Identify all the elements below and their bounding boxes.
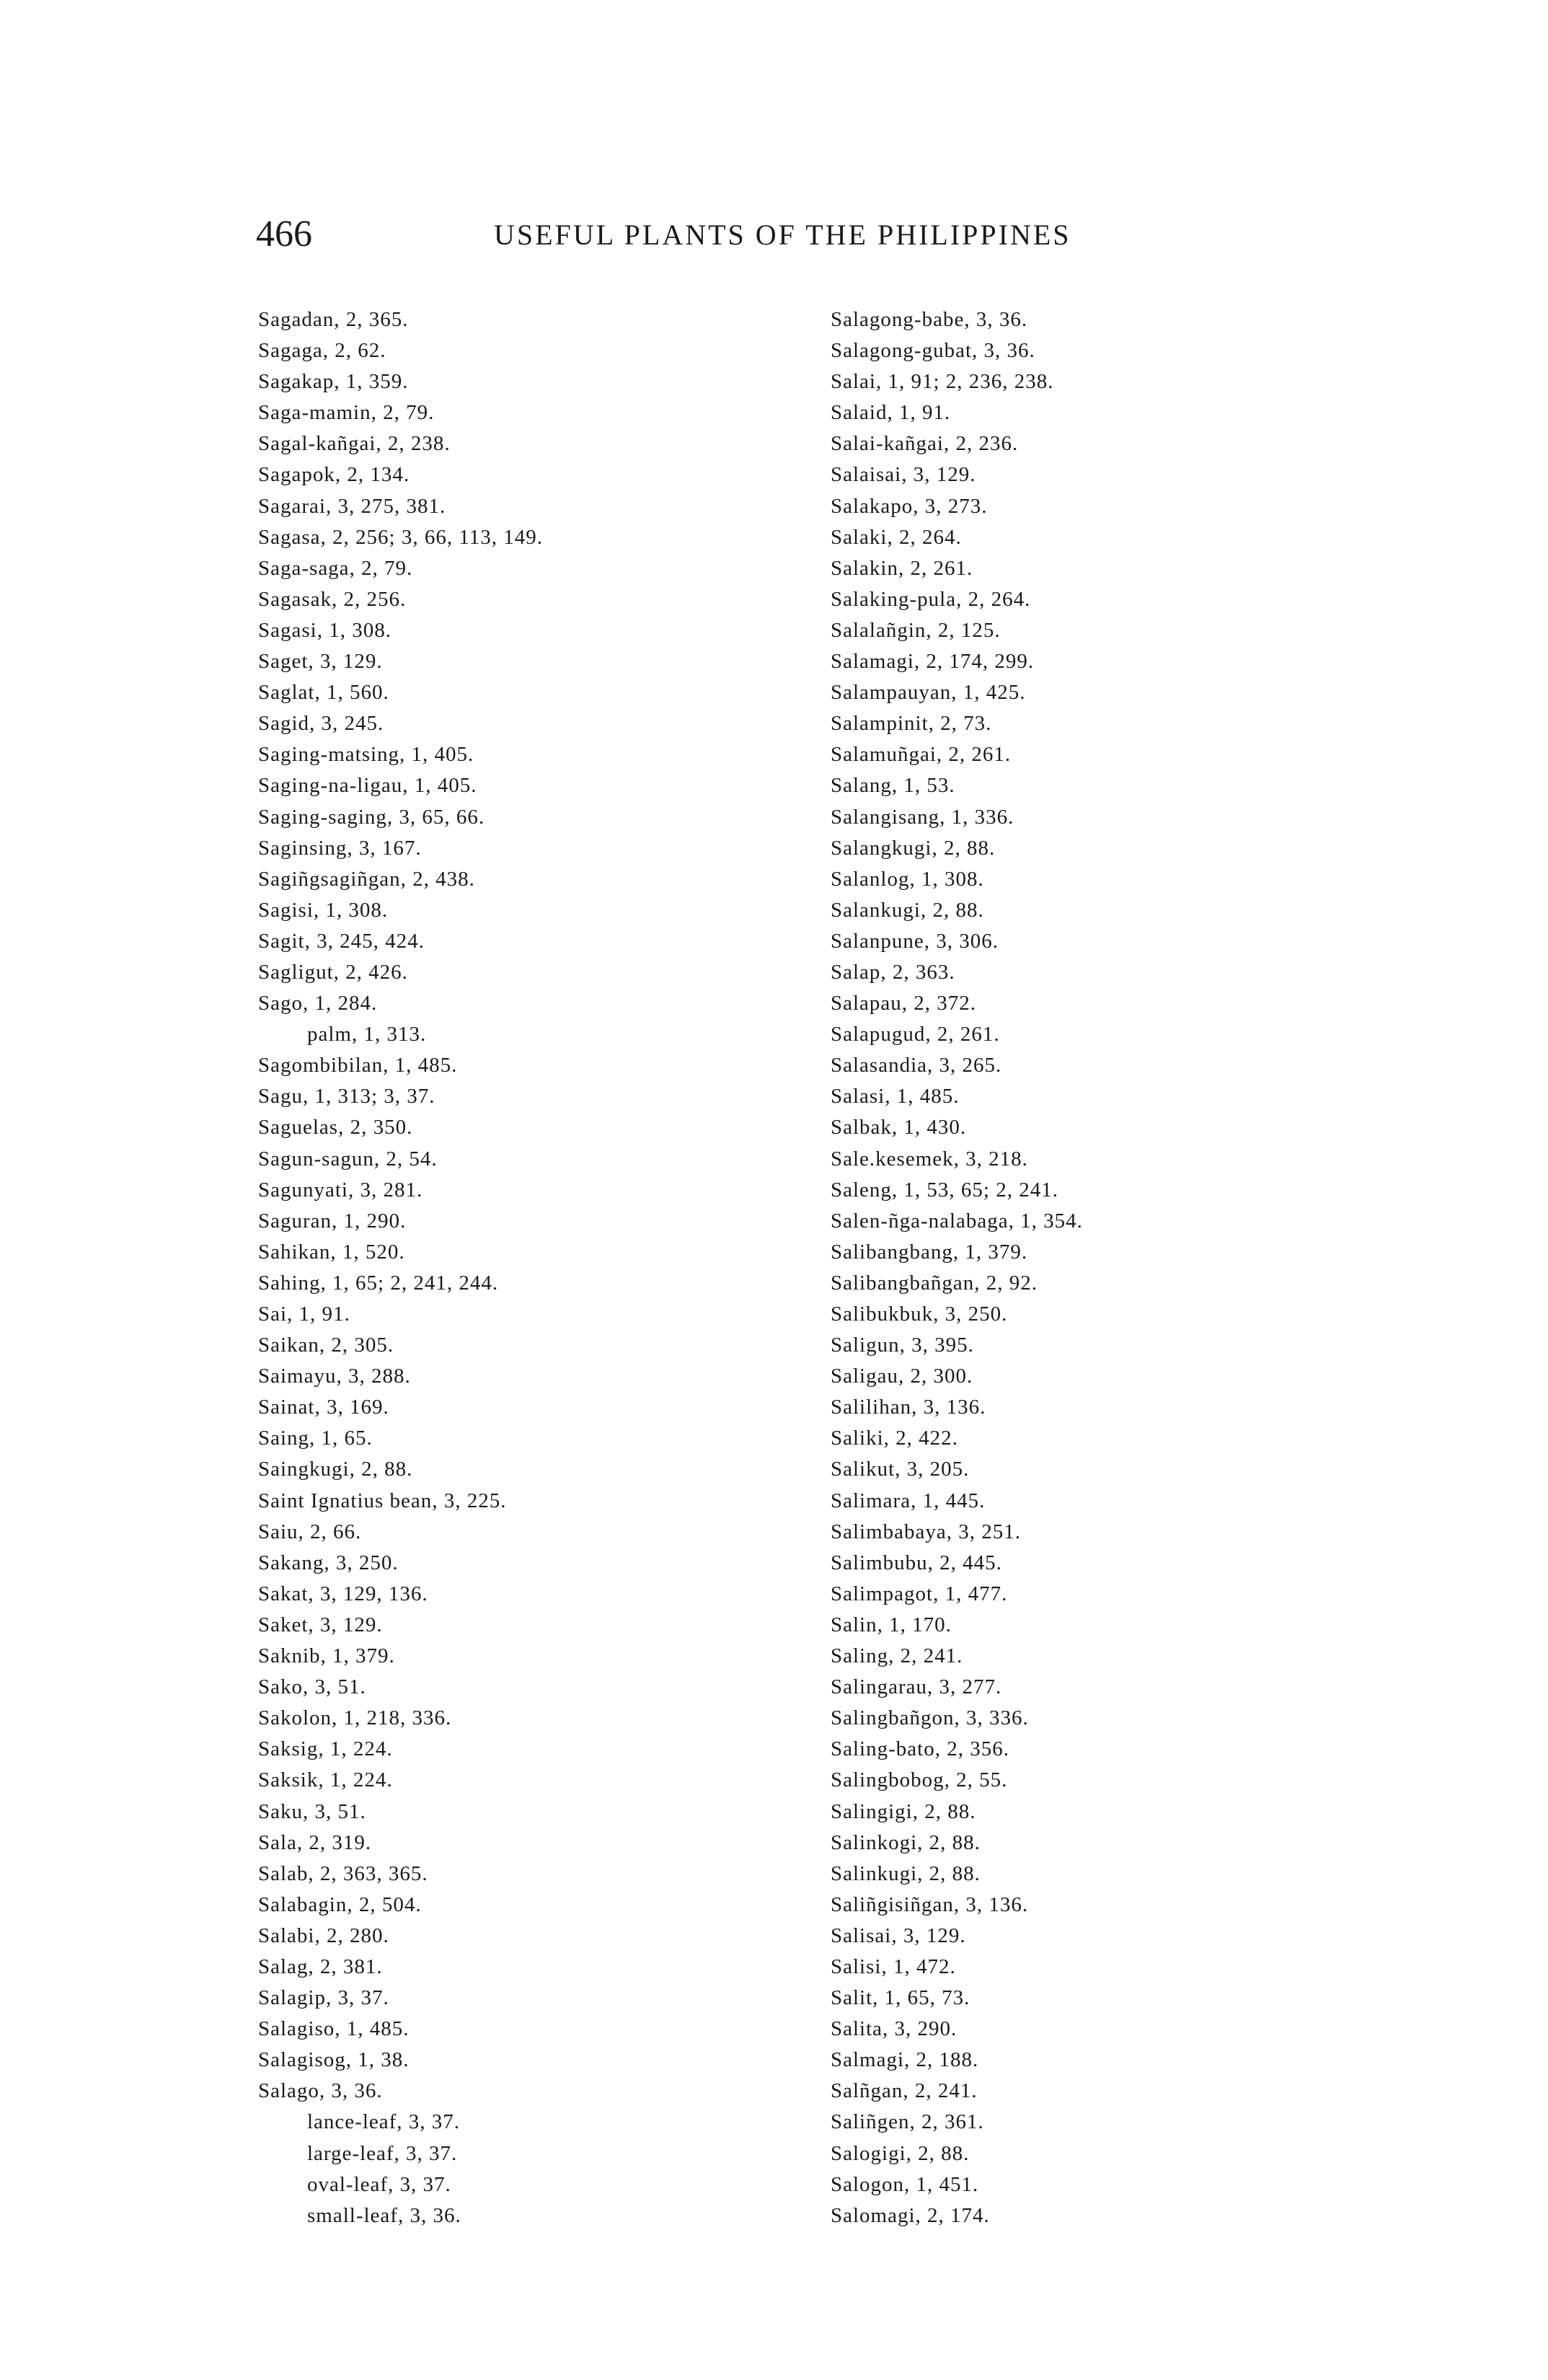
index-entry: Saget, 3, 129. <box>258 650 383 674</box>
index-entry: Sakang, 3, 250. <box>258 1551 399 1574</box>
index-entry: Salanpune, 3, 306. <box>831 929 999 953</box>
page-header <box>256 209 1121 260</box>
index-entry: Saling, 2, 241. <box>831 1644 963 1668</box>
index-entry: Saging-matsing, 1, 405. <box>258 743 474 767</box>
index-entry: Salagong-gubat, 3, 36. <box>831 339 1035 363</box>
index-entry: Salag, 2, 381. <box>258 1954 383 1978</box>
index-entry: Salin, 1, 170. <box>831 1613 952 1636</box>
index-entry: Sagadan, 2, 365. <box>258 308 409 331</box>
index-entry: Saliñgisiñgan, 3, 136. <box>831 1892 1029 1916</box>
index-entry: Salangisang, 1, 336. <box>831 805 1014 829</box>
index-entry: Salalañgin, 2, 125. <box>831 618 1001 642</box>
index-entry: Sakolon, 1, 218, 336. <box>258 1706 452 1730</box>
index-entry: Saginsing, 3, 167. <box>258 836 422 860</box>
index-entry: Salabagin, 2, 504. <box>258 1892 422 1916</box>
index-entry: Sakat, 3, 129, 136. <box>258 1582 428 1605</box>
index-entry: Salang, 1, 53. <box>831 774 955 798</box>
index-entry: Sagakap, 1, 359. <box>258 370 409 394</box>
index-entry: Salagong-babe, 3, 36. <box>831 308 1028 331</box>
index-entry: Salinkogi, 2, 88. <box>831 1830 981 1854</box>
index-entry: Sagasa, 2, 256; 3, 66, 113, 149. <box>258 525 544 549</box>
index-entry: Saksik, 1, 224. <box>258 1768 393 1792</box>
index-entry: Saguelas, 2, 350. <box>258 1116 413 1140</box>
index-entry: Saligun, 3, 395. <box>831 1334 974 1357</box>
index-entry: Salogon, 1, 451. <box>831 2172 979 2196</box>
index-entry: Sagasak, 2, 256. <box>258 587 407 611</box>
index-entry: Salimbabaya, 3, 251. <box>831 1520 1022 1543</box>
index-entry: Salinkugi, 2, 88. <box>831 1861 981 1885</box>
index-entry: Saleng, 1, 53, 65; 2, 241. <box>831 1178 1058 1202</box>
index-entry: Salangkugi, 2, 88. <box>831 836 996 860</box>
index-entry: Salimara, 1, 445. <box>831 1489 986 1512</box>
index-entry: Sagit, 3, 245, 424. <box>258 929 425 953</box>
index-entry: Salingarau, 3, 277. <box>831 1675 1002 1699</box>
index-entry: Saikan, 2, 305. <box>258 1334 394 1357</box>
index-entry: Salai-kañgai, 2, 236. <box>831 432 1019 456</box>
index-entry: Saknib, 1, 379. <box>258 1644 395 1668</box>
index-entry: Saiu, 2, 66. <box>258 1520 362 1543</box>
index-entry: Salingbañgon, 3, 336. <box>831 1706 1029 1730</box>
page-number: 466 <box>256 213 312 255</box>
index-entry: Saliki, 2, 422. <box>831 1427 958 1450</box>
index-entry: Saging-na-ligau, 1, 405. <box>258 774 477 798</box>
index-entry: Salen-ñga-nalabaga, 1, 354. <box>831 1209 1083 1233</box>
index-entry: Sagaga, 2, 62. <box>258 339 386 363</box>
index-entry: Saliñgen, 2, 361. <box>831 2110 984 2134</box>
index-entry: Sagarai, 3, 275, 381. <box>258 494 446 518</box>
index-subentry: lance-leaf, 3, 37. <box>307 2110 461 2134</box>
index-entry: Salasandia, 3, 265. <box>831 1054 1002 1077</box>
index-entry: Salñgan, 2, 241. <box>831 2079 978 2103</box>
index-entry: Sagligut, 2, 426. <box>258 960 408 984</box>
index-entry: Saguran, 1, 290. <box>258 1209 407 1233</box>
index-entry: Salampinit, 2, 73. <box>831 712 992 736</box>
index-entry: Salanlog, 1, 308. <box>831 867 984 891</box>
index-entry: Saligau, 2, 300. <box>831 1365 973 1388</box>
index-entry: Sale.kesemek, 3, 218. <box>831 1147 1028 1171</box>
index-entry: Salago, 3, 36. <box>258 2079 383 2103</box>
index-entry: Salagiso, 1, 485. <box>258 2017 410 2041</box>
index-entry: Sago, 1, 284. <box>258 992 378 1015</box>
index-entry: Sahikan, 1, 520. <box>258 1240 405 1264</box>
index-entry: Salisai, 3, 129. <box>831 1923 966 1947</box>
index-entry: Salingigi, 2, 88. <box>831 1799 976 1823</box>
index-column-right <box>831 304 1350 2231</box>
index-column-left <box>258 304 763 2231</box>
index-entry: Salamuñgai, 2, 261. <box>831 743 1012 767</box>
index-entry: Salbak, 1, 430. <box>831 1116 967 1140</box>
index-entry: Salapugud, 2, 261. <box>831 1023 1000 1046</box>
index-entry: Salimbubu, 2, 445. <box>831 1551 1002 1574</box>
index-entry: Sagapok, 2, 134. <box>258 463 410 487</box>
index-entry: Salmagi, 2, 188. <box>831 2048 979 2072</box>
index-entry: Sahing, 1, 65; 2, 241, 244. <box>258 1271 499 1295</box>
index-entry: Saga-mamin, 2, 79. <box>258 401 435 425</box>
index-entry: Salimpagot, 1, 477. <box>831 1582 1008 1605</box>
index-entry: Sagiñgsagiñgan, 2, 438. <box>258 867 475 891</box>
index-entry: Saga-saga, 2, 79. <box>258 556 413 580</box>
index-subentry: oval-leaf, 3, 37. <box>307 2172 451 2196</box>
index-entry: Saingkugi, 2, 88. <box>258 1458 413 1481</box>
index-entry: Salogigi, 2, 88. <box>831 2141 970 2165</box>
index-entry: Sagombibilan, 1, 485. <box>258 1054 458 1077</box>
index-entry: Saing, 1, 65. <box>258 1427 373 1450</box>
index-entry: Sai, 1, 91. <box>258 1303 350 1326</box>
index-entry: Salaki, 2, 264. <box>831 525 962 549</box>
index-entry: Salingbobog, 2, 55. <box>831 1768 1008 1792</box>
index-entry: Salai, 1, 91; 2, 236, 238. <box>831 370 1054 394</box>
index-entry: Salomagi, 2, 174. <box>831 2203 990 2227</box>
index-entry: Salagisog, 1, 38. <box>258 2048 410 2072</box>
running-title: USEFUL PLANTS OF THE PHILIPPINES <box>494 219 1071 251</box>
index-subentry: small-leaf, 3, 36. <box>307 2203 461 2227</box>
index-entry: Salaking-pula, 2, 264. <box>831 587 1031 611</box>
index-subentry: palm, 1, 313. <box>307 1023 427 1046</box>
index-entry: Salikut, 3, 205. <box>831 1458 970 1481</box>
index-entry: Sagu, 1, 313; 3, 37. <box>258 1085 435 1109</box>
index-entry: Salita, 3, 290. <box>831 2017 957 2041</box>
index-entry: Salisi, 1, 472. <box>831 1954 956 1978</box>
index-entry: Salibangbañgan, 2, 92. <box>831 1271 1038 1295</box>
index-entry: Salab, 2, 363, 365. <box>258 1861 428 1885</box>
index-entry: Saging-saging, 3, 65, 66. <box>258 805 485 829</box>
index-entry: Salaid, 1, 91. <box>831 401 951 425</box>
index-entry: Sagun-sagun, 2, 54. <box>258 1147 438 1171</box>
index-entry: Saint Ignatius bean, 3, 225. <box>258 1489 507 1512</box>
index-entry: Salabi, 2, 280. <box>258 1923 389 1947</box>
index-entry: Saling-bato, 2, 356. <box>831 1737 1009 1761</box>
index-entry: Salap, 2, 363. <box>831 960 955 984</box>
index-entry: Salilihan, 3, 136. <box>831 1396 986 1419</box>
index-entry: Salakapo, 3, 273. <box>831 494 988 518</box>
index-entry: Sagal-kañgai, 2, 238. <box>258 432 451 456</box>
index-entry: Saimayu, 3, 288. <box>258 1365 411 1388</box>
index-entry: Sala, 2, 319. <box>258 1830 372 1854</box>
index-entry: Sako, 3, 51. <box>258 1675 366 1699</box>
index-entry: Salampauyan, 1, 425. <box>831 681 1026 705</box>
index-entry: Salakin, 2, 261. <box>831 556 973 580</box>
index-entry: Salapau, 2, 372. <box>831 992 977 1015</box>
index-entry: Salit, 1, 65, 73. <box>831 1986 970 2010</box>
index-entry: Salaisai, 3, 129. <box>831 463 976 487</box>
index-entry: Sainat, 3, 169. <box>258 1396 389 1419</box>
index-entry: Saku, 3, 51. <box>258 1799 366 1823</box>
index-entry: Salankugi, 2, 88. <box>831 898 984 922</box>
index-entry: Saglat, 1, 560. <box>258 681 389 705</box>
index-entry: Saksig, 1, 224. <box>258 1737 393 1761</box>
index-entry: Salibukbuk, 3, 250. <box>831 1303 1008 1326</box>
index-entry: Sagasi, 1, 308. <box>258 618 392 642</box>
index-entry: Salamagi, 2, 174, 299. <box>831 650 1035 674</box>
index-subentry: large-leaf, 3, 37. <box>307 2141 458 2165</box>
index-entry: Sagisi, 1, 308. <box>258 898 389 922</box>
index-entry: Salasi, 1, 485. <box>831 1085 960 1109</box>
index-entry: Saket, 3, 129. <box>258 1613 383 1636</box>
index-entry: Sagid, 3, 245. <box>258 712 384 736</box>
index-entry: Salibangbang, 1, 379. <box>831 1240 1028 1264</box>
index-entry: Sagunyati, 3, 281. <box>258 1178 423 1202</box>
index-entry: Salagip, 3, 37. <box>258 1986 389 2010</box>
